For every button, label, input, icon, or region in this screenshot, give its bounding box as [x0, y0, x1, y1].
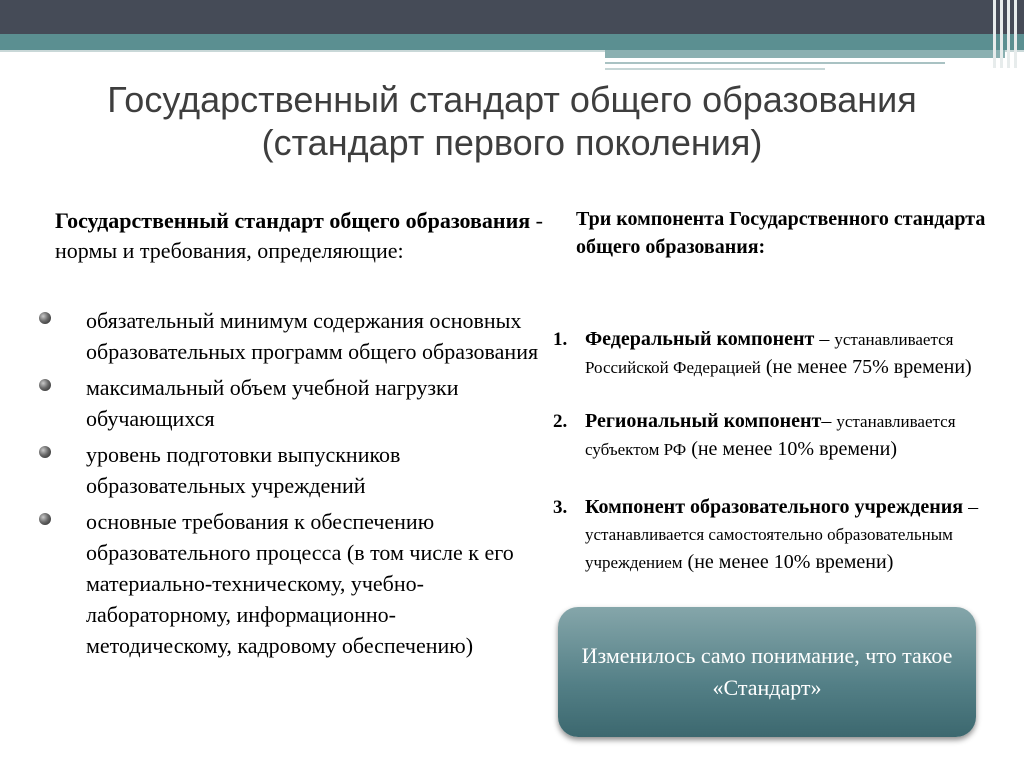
component-dash: – — [821, 410, 837, 432]
component-desc: устанавливается субъектом РФ — [585, 412, 956, 459]
list-item — [36, 506, 541, 661]
definition-text: - нормы и требования, определяющие: — [55, 208, 543, 263]
definition-paragraph — [55, 206, 545, 266]
component-name: Федеральный компонент — [585, 328, 815, 350]
header-line — [605, 68, 825, 70]
component-desc: устанавливается Российской Федерацией — [585, 330, 954, 377]
component-item — [553, 408, 1003, 464]
header-stripe — [1007, 0, 1010, 68]
callout-text: Изменилось само понимание, что такое «Стандарт» — [581, 643, 953, 700]
component-share: (не менее 10% времени) — [686, 438, 897, 460]
requirements-list — [36, 305, 541, 666]
component-item — [553, 326, 1003, 382]
header-stripe — [1000, 0, 1003, 68]
component-name: Компонент образовательного учреждения — [585, 496, 964, 518]
header-stripe — [1014, 0, 1017, 68]
definition-term: Государственный стандарт общего образования — [55, 208, 531, 233]
list-item — [36, 372, 541, 434]
component-share: (не менее 10% времени) — [682, 551, 894, 573]
component-desc: устанавливается самостоятельно образовательным учреждением — [585, 525, 953, 572]
bullet-icon — [39, 446, 51, 458]
component-number: 3. — [553, 497, 568, 518]
header-accent-segment — [605, 50, 1005, 58]
list-item — [36, 439, 541, 501]
header-stripe — [993, 0, 996, 68]
component-share: (не менее 75% времени) — [760, 356, 972, 378]
bullet-icon — [39, 379, 51, 391]
bullet-icon — [39, 312, 51, 324]
component-dash: – — [814, 328, 835, 350]
bullet-icon — [39, 513, 51, 525]
callout-box — [558, 607, 976, 737]
header-line — [605, 62, 945, 64]
component-dash: – — [963, 496, 979, 518]
component-number: 1. — [553, 329, 568, 350]
header-accent-bar — [0, 34, 1024, 50]
slide-title: Государственный стандарт общего образования (стандарт первого поколения) — [107, 79, 917, 164]
component-item — [553, 494, 1003, 577]
list-item-text: обязательный минимум содержания основных образовательных программ общего образования — [86, 308, 539, 364]
header-bar — [0, 0, 1024, 34]
component-number: 2. — [553, 411, 568, 432]
list-item-text: максимальный объем учебной нагрузки обучающихся — [86, 375, 459, 431]
list-item-text: уровень подготовки выпускников образовательных учреждений — [86, 442, 401, 498]
components-heading: Три компонента Государственного стандарта общего образования: — [576, 208, 986, 258]
list-item-text: основные требования к обеспечению образовательного процесса (в том числе к его материально-техническому, учебно-лабораторному, информационно-методическому, кадровому обеспечению) — [86, 509, 514, 658]
list-item — [36, 305, 541, 367]
component-name: Региональный компонент — [585, 410, 822, 432]
